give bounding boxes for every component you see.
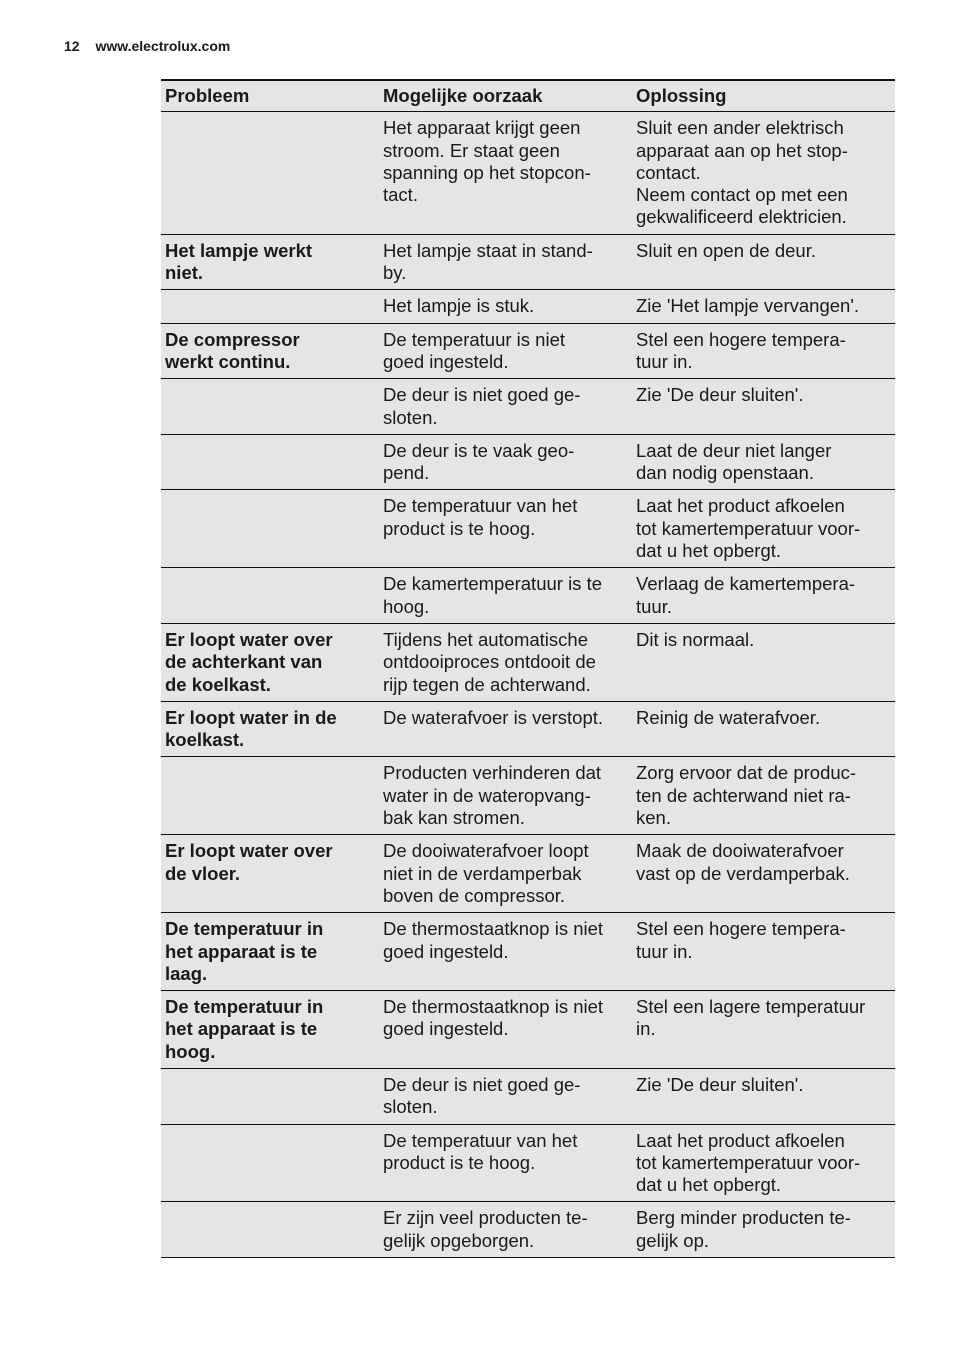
problem-cell (161, 379, 379, 435)
solution-cell: Stel een lagere temperatuur in. (636, 996, 866, 1040)
solution-cell: Zie 'De deur sluiten'. (636, 1073, 804, 1095)
cause-cell: De kamertemperatuur is te hoog. (383, 573, 603, 617)
cause-cell: De temperatuur is niet goed ingesteld. (383, 328, 566, 372)
table-row (161, 568, 895, 624)
troubleshooting-table (161, 79, 895, 1258)
cause-cell: De deur is niet goed ge- sloten. (383, 384, 581, 428)
solution-cell: Zie 'Het lampje vervangen'. (636, 295, 860, 317)
problem-cell: Het lampje werkt niet. (165, 239, 313, 284)
page-header (64, 38, 230, 54)
solution-cell: Stel een hogere tempera- tuur in. (636, 328, 846, 372)
table-header-row (161, 80, 895, 112)
problem-cell (161, 490, 379, 568)
cause-cell: De waterafvoer is verstopt. (383, 706, 604, 728)
cause-cell: De thermostaatknop is niet goed ingesteld. (383, 918, 604, 962)
solution-cell: Maak de dooiwaterafvoer vast op de verdamperbak. (636, 840, 850, 884)
cause-cell: De deur is te vaak geo- pend. (383, 439, 575, 484)
problem-cell (161, 568, 379, 624)
solution-cell: Zorg ervoor dat de produc- ten de achterwand niet ra- ken. (636, 762, 857, 829)
table-row (161, 1202, 895, 1258)
cause-cell: De dooiwaterafvoer loopt niet in de verdamperbak boven de compressor. (383, 840, 589, 906)
table-row (161, 379, 895, 435)
cause-cell: De thermostaatknop is niet goed ingesteld. (383, 996, 604, 1040)
column-header-solution: Oplossing (632, 80, 895, 112)
cause-cell: Het lampje staat in stand- by. (383, 239, 593, 284)
table-row (161, 1124, 895, 1202)
solution-cell: Sluit en open de deur. (636, 239, 817, 261)
solution-cell: Dit is normaal. (636, 628, 755, 650)
table-row (161, 490, 895, 568)
table-row (161, 701, 895, 757)
problem-cell: De compressor werkt continu. (165, 328, 300, 372)
solution-cell: Berg minder producten te- gelijk op. (636, 1207, 851, 1251)
cause-cell: Het lampje is stuk. (383, 295, 535, 317)
cause-cell: De temperatuur van het product is te hoog. (383, 495, 578, 539)
cause-cell: Er zijn veel producten te- gelijk opgeborgen. (383, 1207, 588, 1251)
cause-cell: Producten verhinderen dat water in de wateropvang- bak kan stromen. (383, 762, 602, 829)
column-header-problem: Probleem (161, 80, 379, 112)
cause-cell: Het apparaat krijgt geen stroom. Er staat geen spanning op het stopcon- tact. (383, 117, 591, 206)
table-row (161, 112, 895, 234)
cause-cell: Tijdens het automatische ontdooiproces ontdooit de rijp tegen de achterwand. (383, 628, 596, 695)
problem-cell (161, 1068, 379, 1124)
table-row (161, 913, 895, 991)
problem-cell: De temperatuur in het apparaat is te laag. (165, 918, 324, 984)
cause-cell: De deur is niet goed ge- sloten. (383, 1073, 581, 1118)
solution-cell: Reinig de waterafvoer. (636, 706, 821, 728)
table-row (161, 757, 895, 835)
table-row (161, 290, 895, 323)
problem-cell (161, 290, 379, 323)
cause-cell: De temperatuur van het product is te hoog. (383, 1129, 578, 1173)
table-row (161, 623, 895, 701)
problem-cell: Er loopt water over de vloer. (165, 840, 333, 884)
problem-cell (161, 1124, 379, 1202)
solution-cell: Laat het product afkoelen tot kamertemperatuur voor- dat u het opbergt. (636, 1129, 861, 1196)
solution-cell: Laat het product afkoelen tot kamertemperatuur voor- dat u het opbergt. (636, 495, 861, 562)
table-row (161, 434, 895, 490)
table-body (161, 112, 895, 1258)
solution-cell: Sluit een ander elektrisch apparaat aan op het stop- contact. Neem contact op met een gekwalificeerd elektricien. (636, 117, 848, 228)
problem-cell (161, 434, 379, 490)
problem-cell: Er loopt water in de koelkast. (165, 706, 337, 751)
table-row (161, 234, 895, 290)
site-url: www.electrolux.com (95, 38, 231, 54)
table-row (161, 835, 895, 913)
problem-cell: Er loopt water over de achterkant van de koelkast. (165, 628, 333, 695)
problem-cell (161, 112, 379, 234)
solution-cell: Laat de deur niet langer dan nodig openstaan. (636, 439, 832, 484)
table-row (161, 323, 895, 379)
solution-cell: Stel een hogere tempera- tuur in. (636, 918, 846, 962)
table-row (161, 1068, 895, 1124)
problem-cell: De temperatuur in het apparaat is te hoog. (165, 996, 324, 1062)
solution-cell: Verlaag de kamertempera- tuur. (636, 573, 856, 617)
problem-cell (161, 757, 379, 835)
problem-cell (161, 1202, 379, 1258)
solution-cell: Zie 'De deur sluiten'. (636, 384, 804, 406)
column-header-cause: Mogelijke oorzaak (379, 80, 632, 112)
table-row (161, 991, 895, 1069)
page-number: 12 (64, 38, 80, 54)
